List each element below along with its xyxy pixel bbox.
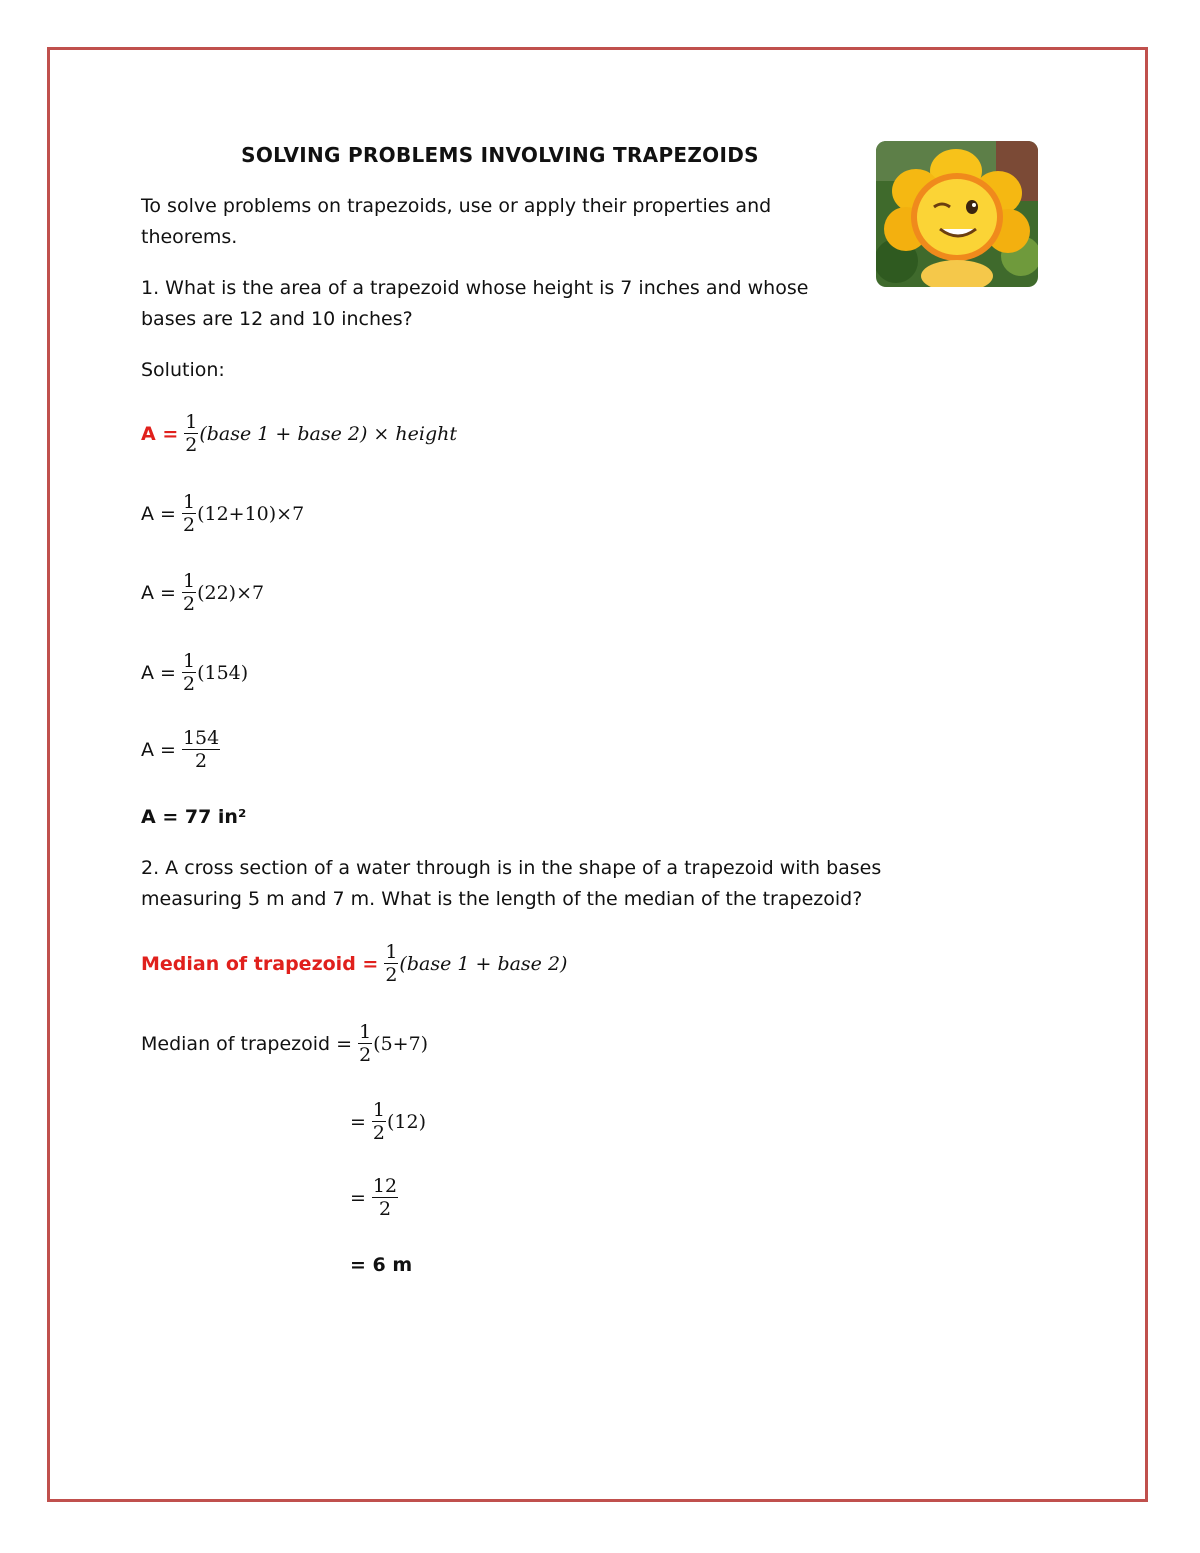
- median-step-2: [350, 1100, 426, 1143]
- step-lhs: =: [350, 1186, 366, 1209]
- median-step-1: [141, 1022, 428, 1065]
- problem1-answer: A = 77 in²: [141, 806, 247, 828]
- fraction-numerator: 1: [185, 411, 198, 433]
- intro-text: To solve problems on trapezoids, use or apply their properties and theorems.: [141, 195, 772, 248]
- fraction-numerator: 12: [372, 1175, 398, 1197]
- area-step-3: [141, 651, 248, 694]
- area-formula: [141, 412, 457, 455]
- area-step-4: [141, 728, 221, 771]
- fraction-denominator: 2: [185, 434, 198, 456]
- step-rhs: (12): [387, 1110, 427, 1133]
- step-lhs: A =: [141, 502, 176, 525]
- problem1-question: 1. What is the area of a trapezoid whose height is 7 inches and whose bases are 12 and 10 inches?: [141, 277, 809, 330]
- fraction-denominator: 2: [385, 964, 398, 986]
- step-rhs: (5+7): [373, 1032, 429, 1055]
- fraction-half: [184, 412, 198, 455]
- step-rhs: (154): [197, 661, 249, 684]
- median-formula: [141, 942, 567, 985]
- fraction-numerator: 1: [182, 491, 196, 513]
- flower-mascot-image: [876, 141, 1038, 287]
- fraction-half: [182, 651, 196, 694]
- fraction-half: [372, 1100, 386, 1143]
- page-title: SOLVING PROBLEMS INVOLVING TRAPEZOIDS: [241, 143, 759, 167]
- fraction-numerator: 1: [182, 650, 196, 672]
- median-formula-lhs: Median of trapezoid =: [141, 952, 379, 975]
- fraction-denominator: 2: [359, 1044, 372, 1066]
- step-lhs: A =: [141, 738, 176, 761]
- fraction-denominator: 2: [182, 673, 196, 695]
- area-formula-lhs: A =: [141, 422, 179, 445]
- step-lhs: A =: [141, 661, 176, 684]
- fraction-denominator: 2: [372, 1122, 386, 1144]
- fraction-half: [358, 1022, 372, 1065]
- problem2-answer: = 6 m: [350, 1254, 413, 1276]
- fraction-numerator: 154: [182, 727, 220, 749]
- fraction-half: [384, 942, 398, 985]
- area-step-1: [141, 492, 304, 535]
- step-rhs: (12+10)×7: [197, 502, 305, 525]
- fraction: [182, 728, 220, 771]
- fraction-numerator: 1: [385, 941, 398, 963]
- median-step-3: [350, 1176, 399, 1219]
- problem2-question: 2. A cross section of a water through is in the shape of a trapezoid with bases measuring 5 m and 7 m. What is the length of the median of the trapezoid?: [141, 857, 882, 910]
- fraction-denominator: 2: [378, 1198, 392, 1220]
- step-lhs: =: [350, 1110, 366, 1133]
- step-lhs: Median of trapezoid =: [141, 1032, 353, 1055]
- solution-label: Solution:: [141, 359, 225, 381]
- fraction-denominator: 2: [182, 514, 196, 536]
- step-lhs: A =: [141, 581, 176, 604]
- area-formula-rhs: (base 1 + base 2) × height: [199, 422, 457, 445]
- fraction-numerator: 1: [182, 570, 196, 592]
- fraction-half: [182, 571, 196, 614]
- fraction-denominator: 2: [182, 593, 196, 615]
- fraction-half: [182, 492, 196, 535]
- fraction: [372, 1176, 398, 1219]
- area-step-2: [141, 571, 264, 614]
- step-rhs: (22)×7: [197, 581, 265, 604]
- fraction-numerator: 1: [372, 1099, 386, 1121]
- fraction-denominator: 2: [195, 750, 208, 772]
- median-formula-rhs: (base 1 + base 2): [399, 952, 568, 975]
- fraction-numerator: 1: [359, 1021, 372, 1043]
